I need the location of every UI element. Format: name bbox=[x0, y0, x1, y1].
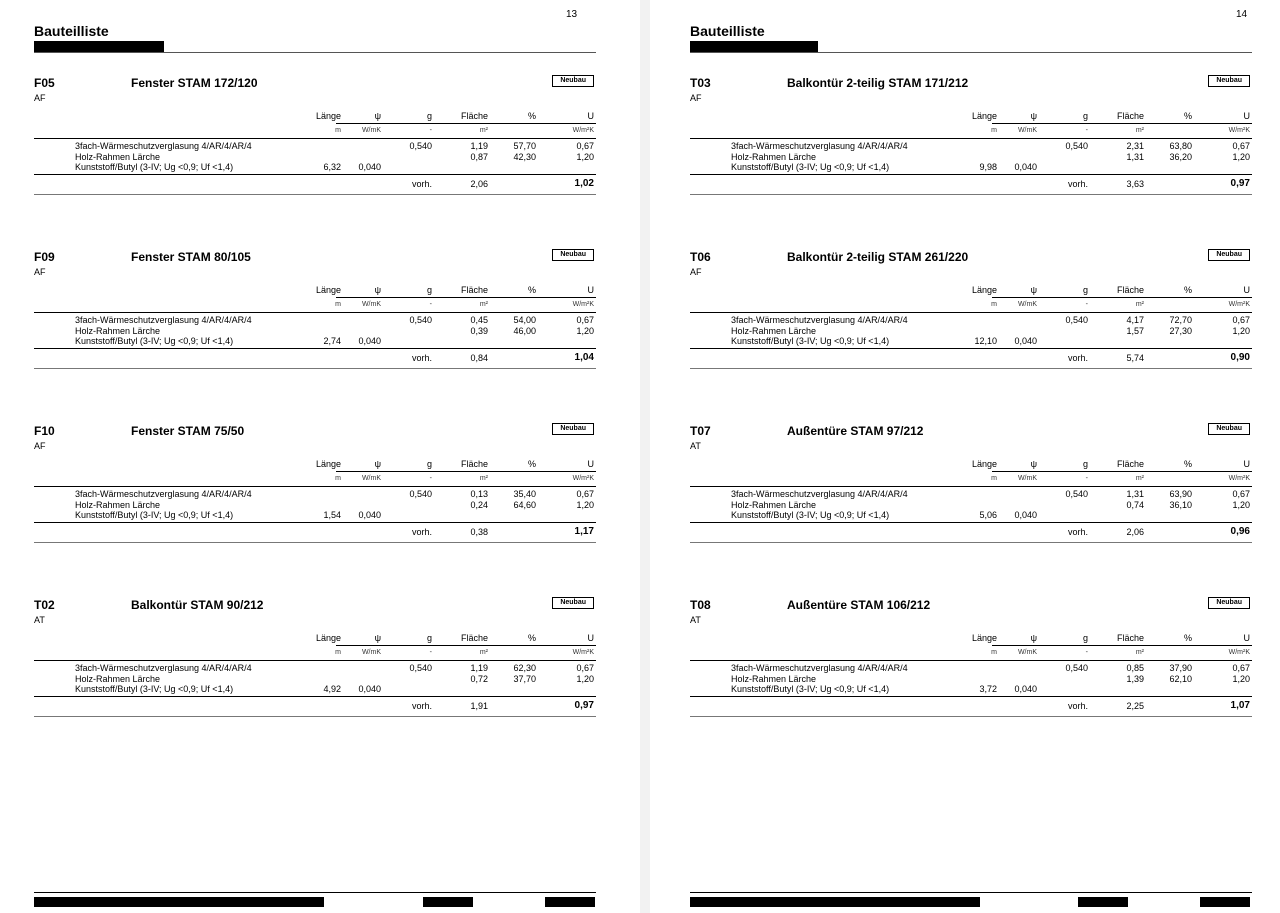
component-block bbox=[690, 247, 1252, 387]
component-type: AF bbox=[690, 267, 702, 277]
row-flaeche-col: 1,39 bbox=[1126, 673, 1144, 684]
row-laenge-col: 12,10 bbox=[974, 336, 997, 346]
totals-bottom-rule bbox=[690, 368, 1252, 369]
row-prozent-col: 62,30 bbox=[513, 663, 536, 673]
row-prozent-col: 27,30 bbox=[1169, 325, 1192, 336]
header-psi-col: ψ bbox=[1030, 459, 1037, 469]
header-underline bbox=[992, 123, 1252, 124]
row-label: Holz-Rahmen Lärche bbox=[75, 151, 161, 162]
unit-u-col: W/m²K bbox=[572, 301, 594, 308]
header-laenge-col: Länge bbox=[971, 633, 997, 643]
header-underline bbox=[336, 645, 596, 646]
row-flaeche-col: 0,85 bbox=[1126, 663, 1144, 673]
totals-bottom-rule bbox=[690, 194, 1252, 195]
row-g-col: 0,540 bbox=[409, 489, 432, 499]
header-underline bbox=[336, 123, 596, 124]
row-u-col: 1,20 bbox=[1232, 325, 1250, 336]
totals-bottom-rule bbox=[34, 368, 596, 369]
unit-flaeche-col: m² bbox=[1135, 475, 1144, 482]
header-underline bbox=[992, 645, 1252, 646]
component-name: Außentüre STAM 97/212 bbox=[787, 424, 924, 438]
unit-psi-col: W/mK bbox=[1017, 649, 1037, 656]
unit-g-col: - bbox=[429, 127, 432, 134]
total-area: 1,91 bbox=[470, 701, 488, 711]
header-flaeche-col: Fläche bbox=[1116, 285, 1144, 295]
component-block bbox=[690, 73, 1252, 213]
unit-psi-col: W/mK bbox=[1017, 127, 1037, 134]
header-prozent-col: % bbox=[527, 285, 536, 295]
unit-g-col: - bbox=[429, 475, 432, 482]
row-psi-col: 0,040 bbox=[1014, 162, 1037, 172]
header-flaeche-col: Fläche bbox=[1116, 459, 1144, 469]
row-u-col: 1,20 bbox=[576, 673, 594, 684]
row-prozent-col: 46,00 bbox=[513, 325, 536, 336]
component-name: Balkontür 2-teilig STAM 261/220 bbox=[787, 250, 969, 264]
total-label: vorh. bbox=[1067, 179, 1088, 189]
totals-bottom-rule bbox=[690, 716, 1252, 717]
row-label: Kunststoff/Butyl (3-IV; Ug <0,9; Uf <1,4) bbox=[75, 336, 234, 346]
component-type: AF bbox=[34, 93, 46, 103]
total-area: 0,38 bbox=[470, 527, 488, 537]
page-gutter bbox=[640, 0, 650, 913]
row-g-col: 0,540 bbox=[409, 315, 432, 325]
header-u-col: U bbox=[587, 459, 594, 469]
row-label: Kunststoff/Butyl (3-IV; Ug <0,9; Uf <1,4) bbox=[75, 162, 234, 172]
total-area: 2,06 bbox=[1126, 527, 1144, 537]
component-name: Balkontür STAM 90/212 bbox=[131, 598, 264, 612]
row-u-col: 0,67 bbox=[576, 663, 594, 673]
header-rule bbox=[34, 52, 596, 53]
row-g-col: 0,540 bbox=[409, 141, 432, 151]
header-u-col: U bbox=[1243, 459, 1250, 469]
total-u-value: 0,90 bbox=[1230, 352, 1250, 363]
total-u-value: 1,07 bbox=[1230, 700, 1250, 711]
row-prozent-col: 72,70 bbox=[1169, 315, 1192, 325]
row-prozent-col: 35,40 bbox=[513, 489, 536, 499]
total-u-value: 1,02 bbox=[574, 178, 594, 189]
component-id: T08 bbox=[690, 598, 711, 612]
header-psi-col: ψ bbox=[374, 111, 381, 121]
row-u-col: 1,20 bbox=[576, 499, 594, 510]
units-underline bbox=[690, 486, 1252, 487]
unit-g-col: - bbox=[1085, 475, 1088, 482]
row-prozent-col: 37,70 bbox=[513, 673, 536, 684]
total-label: vorh. bbox=[1067, 353, 1088, 363]
total-label: vorh. bbox=[411, 353, 432, 363]
header-underline bbox=[336, 297, 596, 298]
component-block bbox=[690, 595, 1252, 735]
header-underline bbox=[992, 471, 1252, 472]
row-psi-col: 0,040 bbox=[1014, 684, 1037, 694]
header-flaeche-col: Fläche bbox=[460, 459, 488, 469]
page-title: Bauteilliste bbox=[34, 23, 109, 39]
row-laenge-col: 5,06 bbox=[979, 510, 997, 520]
unit-g-col: - bbox=[1085, 301, 1088, 308]
row-label: 3fach-Wärmeschutzverglasung 4/AR/4/AR/4 bbox=[731, 489, 908, 499]
total-label: vorh. bbox=[411, 179, 432, 189]
row-flaeche-col: 2,31 bbox=[1126, 141, 1144, 151]
rows-bottom-rule bbox=[34, 348, 596, 349]
row-g-col: 0,540 bbox=[1065, 315, 1088, 325]
row-flaeche-col: 4,17 bbox=[1126, 315, 1144, 325]
row-label: 3fach-Wärmeschutzverglasung 4/AR/4/AR/4 bbox=[731, 663, 908, 673]
row-u-col: 1,20 bbox=[1232, 499, 1250, 510]
component-type: AT bbox=[690, 441, 701, 451]
total-area: 2,06 bbox=[470, 179, 488, 189]
row-u-col: 0,67 bbox=[576, 315, 594, 325]
row-u-col: 0,67 bbox=[1232, 141, 1250, 151]
row-label: 3fach-Wärmeschutzverglasung 4/AR/4/AR/4 bbox=[75, 315, 252, 325]
row-g-col: 0,540 bbox=[1065, 663, 1088, 673]
header-laenge-col: Länge bbox=[315, 459, 341, 469]
header-laenge-col: Länge bbox=[315, 633, 341, 643]
header-underline bbox=[336, 471, 596, 472]
unit-u-col: W/m²K bbox=[572, 649, 594, 656]
row-prozent-col: 54,00 bbox=[513, 315, 536, 325]
header-u-col: U bbox=[587, 111, 594, 121]
component-id: T02 bbox=[34, 598, 55, 612]
row-label: 3fach-Wärmeschutzverglasung 4/AR/4/AR/4 bbox=[731, 141, 908, 151]
total-area: 0,84 bbox=[470, 353, 488, 363]
header-psi-col: ψ bbox=[374, 285, 381, 295]
row-psi-col: 0,040 bbox=[358, 162, 381, 172]
unit-laenge-col: m bbox=[991, 649, 997, 656]
unit-psi-col: W/mK bbox=[1017, 301, 1037, 308]
units-underline bbox=[690, 312, 1252, 313]
total-u-value: 0,96 bbox=[1230, 526, 1250, 537]
row-flaeche-col: 0,87 bbox=[470, 151, 488, 162]
header-u-col: U bbox=[587, 633, 594, 643]
rows-bottom-rule bbox=[690, 522, 1252, 523]
page-number: 14 bbox=[1236, 9, 1248, 20]
component-block bbox=[34, 73, 596, 213]
header-g-col: g bbox=[1082, 285, 1088, 295]
redacted-block bbox=[690, 41, 818, 52]
unit-laenge-col: m bbox=[335, 127, 341, 134]
row-prozent-col: 57,70 bbox=[513, 141, 536, 151]
header-g-col: g bbox=[1082, 111, 1088, 121]
header-psi-col: ψ bbox=[374, 459, 381, 469]
row-flaeche-col: 1,57 bbox=[1126, 325, 1144, 336]
unit-flaeche-col: m² bbox=[1135, 301, 1144, 308]
redacted-block bbox=[1200, 897, 1250, 907]
row-prozent-col: 63,80 bbox=[1169, 141, 1192, 151]
unit-flaeche-col: m² bbox=[1135, 127, 1144, 134]
component-type: AF bbox=[34, 267, 46, 277]
footer-rule bbox=[690, 892, 1252, 893]
total-u-value: 1,17 bbox=[574, 526, 594, 537]
row-label: Kunststoff/Butyl (3-IV; Ug <0,9; Uf <1,4) bbox=[731, 510, 890, 520]
row-flaeche-col: 0,13 bbox=[470, 489, 488, 499]
unit-u-col: W/m²K bbox=[1228, 127, 1250, 134]
header-prozent-col: % bbox=[1183, 111, 1192, 121]
row-label: 3fach-Wärmeschutzverglasung 4/AR/4/AR/4 bbox=[731, 315, 908, 325]
header-flaeche-col: Fläche bbox=[460, 111, 488, 121]
row-g-col: 0,540 bbox=[1065, 489, 1088, 499]
header-g-col: g bbox=[1082, 459, 1088, 469]
header-u-col: U bbox=[1243, 285, 1250, 295]
rows-bottom-rule bbox=[690, 174, 1252, 175]
unit-u-col: W/m²K bbox=[1228, 301, 1250, 308]
component-name: Fenster STAM 172/120 bbox=[131, 76, 258, 90]
header-g-col: g bbox=[426, 285, 432, 295]
units-underline bbox=[690, 660, 1252, 661]
redacted-block bbox=[423, 897, 473, 907]
unit-g-col: - bbox=[429, 301, 432, 308]
header-u-col: U bbox=[1243, 633, 1250, 643]
row-prozent-col: 64,60 bbox=[513, 499, 536, 510]
component-id: T07 bbox=[690, 424, 711, 438]
row-laenge-col: 6,32 bbox=[323, 162, 341, 172]
row-flaeche-col: 1,19 bbox=[470, 141, 488, 151]
row-label: Holz-Rahmen Lärche bbox=[75, 325, 161, 336]
row-psi-col: 0,040 bbox=[358, 336, 381, 346]
unit-g-col: - bbox=[1085, 649, 1088, 656]
unit-laenge-col: m bbox=[335, 301, 341, 308]
unit-g-col: - bbox=[1085, 127, 1088, 134]
total-label: vorh. bbox=[1067, 527, 1088, 537]
total-u-value: 1,04 bbox=[574, 352, 594, 363]
row-g-col: 0,540 bbox=[1065, 141, 1088, 151]
redacted-block bbox=[34, 897, 324, 907]
header-laenge-col: Länge bbox=[971, 459, 997, 469]
row-u-col: 1,20 bbox=[576, 151, 594, 162]
row-label: Holz-Rahmen Lärche bbox=[731, 499, 817, 510]
unit-u-col: W/m²K bbox=[1228, 475, 1250, 482]
component-block bbox=[690, 421, 1252, 561]
rows-bottom-rule bbox=[690, 696, 1252, 697]
row-label: Kunststoff/Butyl (3-IV; Ug <0,9; Uf <1,4) bbox=[731, 162, 890, 172]
row-flaeche-col: 0,72 bbox=[470, 673, 488, 684]
unit-psi-col: W/mK bbox=[361, 649, 381, 656]
row-label: Holz-Rahmen Lärche bbox=[731, 151, 817, 162]
row-prozent-col: 36,10 bbox=[1169, 499, 1192, 510]
page-number: 13 bbox=[566, 9, 578, 20]
row-laenge-col: 4,92 bbox=[323, 684, 341, 694]
unit-psi-col: W/mK bbox=[361, 475, 381, 482]
unit-u-col: W/m²K bbox=[1228, 649, 1250, 656]
header-u-col: U bbox=[587, 285, 594, 295]
header-prozent-col: % bbox=[1183, 285, 1192, 295]
component-name: Balkontür 2-teilig STAM 171/212 bbox=[787, 76, 969, 90]
header-g-col: g bbox=[1082, 633, 1088, 643]
row-u-col: 1,20 bbox=[1232, 151, 1250, 162]
row-label: Kunststoff/Butyl (3-IV; Ug <0,9; Uf <1,4) bbox=[731, 336, 890, 346]
total-u-value: 0,97 bbox=[574, 700, 594, 711]
header-psi-col: ψ bbox=[1030, 111, 1037, 121]
totals-bottom-rule bbox=[690, 542, 1252, 543]
row-label: Holz-Rahmen Lärche bbox=[731, 325, 817, 336]
row-psi-col: 0,040 bbox=[1014, 510, 1037, 520]
header-prozent-col: % bbox=[1183, 459, 1192, 469]
row-g-col: 0,540 bbox=[409, 663, 432, 673]
status-badge: Neubau bbox=[1208, 249, 1250, 261]
row-laenge-col: 2,74 bbox=[323, 336, 341, 346]
row-prozent-col: 36,20 bbox=[1169, 151, 1192, 162]
header-rule bbox=[690, 52, 1252, 53]
unit-u-col: W/m²K bbox=[572, 475, 594, 482]
row-u-col: 0,67 bbox=[576, 141, 594, 151]
status-badge: Neubau bbox=[1208, 597, 1250, 609]
unit-g-col: - bbox=[429, 649, 432, 656]
component-id: F09 bbox=[34, 250, 55, 264]
total-area: 3,63 bbox=[1126, 179, 1144, 189]
row-laenge-col: 3,72 bbox=[979, 684, 997, 694]
row-laenge-col: 1,54 bbox=[323, 510, 341, 520]
header-laenge-col: Länge bbox=[971, 285, 997, 295]
row-u-col: 1,20 bbox=[1232, 673, 1250, 684]
header-flaeche-col: Fläche bbox=[460, 285, 488, 295]
row-u-col: 0,67 bbox=[1232, 489, 1250, 499]
component-type: AF bbox=[34, 441, 46, 451]
row-prozent-col: 62,10 bbox=[1169, 673, 1192, 684]
rows-bottom-rule bbox=[34, 522, 596, 523]
component-type: AF bbox=[690, 93, 702, 103]
row-flaeche-col: 0,45 bbox=[470, 315, 488, 325]
header-psi-col: ψ bbox=[374, 633, 381, 643]
redacted-block bbox=[34, 41, 164, 52]
unit-psi-col: W/mK bbox=[361, 301, 381, 308]
total-area: 5,74 bbox=[1126, 353, 1144, 363]
component-name: Fenster STAM 75/50 bbox=[131, 424, 245, 438]
header-prozent-col: % bbox=[527, 459, 536, 469]
row-psi-col: 0,040 bbox=[358, 510, 381, 520]
unit-u-col: W/m²K bbox=[572, 127, 594, 134]
page-title: Bauteilliste bbox=[690, 23, 765, 39]
header-psi-col: ψ bbox=[1030, 633, 1037, 643]
total-label: vorh. bbox=[411, 701, 432, 711]
unit-laenge-col: m bbox=[991, 127, 997, 134]
row-psi-col: 0,040 bbox=[1014, 336, 1037, 346]
rows-bottom-rule bbox=[690, 348, 1252, 349]
unit-psi-col: W/mK bbox=[1017, 475, 1037, 482]
component-block bbox=[34, 595, 596, 735]
header-g-col: g bbox=[426, 633, 432, 643]
row-label: Kunststoff/Butyl (3-IV; Ug <0,9; Uf <1,4) bbox=[75, 510, 234, 520]
page-14 bbox=[650, 0, 1280, 913]
unit-psi-col: W/mK bbox=[361, 127, 381, 134]
row-label: 3fach-Wärmeschutzverglasung 4/AR/4/AR/4 bbox=[75, 489, 252, 499]
row-prozent-col: 42,30 bbox=[513, 151, 536, 162]
component-name: Fenster STAM 80/105 bbox=[131, 250, 251, 264]
row-u-col: 0,67 bbox=[1232, 315, 1250, 325]
unit-flaeche-col: m² bbox=[479, 127, 488, 134]
unit-laenge-col: m bbox=[335, 475, 341, 482]
row-label: Kunststoff/Butyl (3-IV; Ug <0,9; Uf <1,4) bbox=[731, 684, 890, 694]
units-underline bbox=[34, 138, 596, 139]
unit-laenge-col: m bbox=[991, 301, 997, 308]
rows-bottom-rule bbox=[34, 696, 596, 697]
redacted-block bbox=[690, 897, 980, 907]
row-laenge-col: 9,98 bbox=[979, 162, 997, 172]
units-underline bbox=[34, 660, 596, 661]
status-badge: Neubau bbox=[552, 597, 594, 609]
row-flaeche-col: 0,24 bbox=[470, 499, 488, 510]
unit-flaeche-col: m² bbox=[1135, 649, 1144, 656]
row-label: Holz-Rahmen Lärche bbox=[75, 673, 161, 684]
component-block bbox=[34, 247, 596, 387]
total-u-value: 0,97 bbox=[1230, 178, 1250, 189]
row-u-col: 0,67 bbox=[1232, 663, 1250, 673]
status-badge: Neubau bbox=[1208, 75, 1250, 87]
header-underline bbox=[992, 297, 1252, 298]
header-flaeche-col: Fläche bbox=[460, 633, 488, 643]
component-id: T06 bbox=[690, 250, 711, 264]
header-u-col: U bbox=[1243, 111, 1250, 121]
rows-bottom-rule bbox=[34, 174, 596, 175]
component-type: AT bbox=[34, 615, 45, 625]
component-id: T03 bbox=[690, 76, 711, 90]
status-badge: Neubau bbox=[552, 75, 594, 87]
header-prozent-col: % bbox=[1183, 633, 1192, 643]
header-prozent-col: % bbox=[527, 633, 536, 643]
component-type: AT bbox=[690, 615, 701, 625]
unit-flaeche-col: m² bbox=[479, 649, 488, 656]
header-laenge-col: Länge bbox=[971, 111, 997, 121]
row-label: 3fach-Wärmeschutzverglasung 4/AR/4/AR/4 bbox=[75, 141, 252, 151]
unit-flaeche-col: m² bbox=[479, 301, 488, 308]
row-flaeche-col: 0,39 bbox=[470, 325, 488, 336]
row-u-col: 0,67 bbox=[576, 489, 594, 499]
header-flaeche-col: Fläche bbox=[1116, 111, 1144, 121]
unit-laenge-col: m bbox=[335, 649, 341, 656]
status-badge: Neubau bbox=[552, 249, 594, 261]
row-flaeche-col: 1,19 bbox=[470, 663, 488, 673]
component-name: Außentüre STAM 106/212 bbox=[787, 598, 931, 612]
header-laenge-col: Länge bbox=[315, 285, 341, 295]
row-label: Kunststoff/Butyl (3-IV; Ug <0,9; Uf <1,4) bbox=[75, 684, 234, 694]
totals-bottom-rule bbox=[34, 542, 596, 543]
totals-bottom-rule bbox=[34, 716, 596, 717]
header-g-col: g bbox=[426, 111, 432, 121]
total-area: 2,25 bbox=[1126, 701, 1144, 711]
row-label: Holz-Rahmen Lärche bbox=[75, 499, 161, 510]
component-block bbox=[34, 421, 596, 561]
header-laenge-col: Länge bbox=[315, 111, 341, 121]
redacted-block bbox=[1078, 897, 1128, 907]
units-underline bbox=[690, 138, 1252, 139]
totals-bottom-rule bbox=[34, 194, 596, 195]
redacted-block bbox=[545, 897, 595, 907]
header-prozent-col: % bbox=[527, 111, 536, 121]
total-label: vorh. bbox=[1067, 701, 1088, 711]
header-flaeche-col: Fläche bbox=[1116, 633, 1144, 643]
units-underline bbox=[34, 312, 596, 313]
row-psi-col: 0,040 bbox=[358, 684, 381, 694]
component-id: F10 bbox=[34, 424, 55, 438]
row-label: Holz-Rahmen Lärche bbox=[731, 673, 817, 684]
header-psi-col: ψ bbox=[1030, 285, 1037, 295]
row-flaeche-col: 1,31 bbox=[1126, 489, 1144, 499]
header-g-col: g bbox=[426, 459, 432, 469]
component-id: F05 bbox=[34, 76, 55, 90]
status-badge: Neubau bbox=[552, 423, 594, 435]
row-flaeche-col: 0,74 bbox=[1126, 499, 1144, 510]
row-prozent-col: 63,90 bbox=[1169, 489, 1192, 499]
unit-flaeche-col: m² bbox=[479, 475, 488, 482]
unit-laenge-col: m bbox=[991, 475, 997, 482]
row-prozent-col: 37,90 bbox=[1169, 663, 1192, 673]
footer-rule bbox=[34, 892, 596, 893]
row-u-col: 1,20 bbox=[576, 325, 594, 336]
status-badge: Neubau bbox=[1208, 423, 1250, 435]
row-label: 3fach-Wärmeschutzverglasung 4/AR/4/AR/4 bbox=[75, 663, 252, 673]
units-underline bbox=[34, 486, 596, 487]
row-flaeche-col: 1,31 bbox=[1126, 151, 1144, 162]
total-label: vorh. bbox=[411, 527, 432, 537]
